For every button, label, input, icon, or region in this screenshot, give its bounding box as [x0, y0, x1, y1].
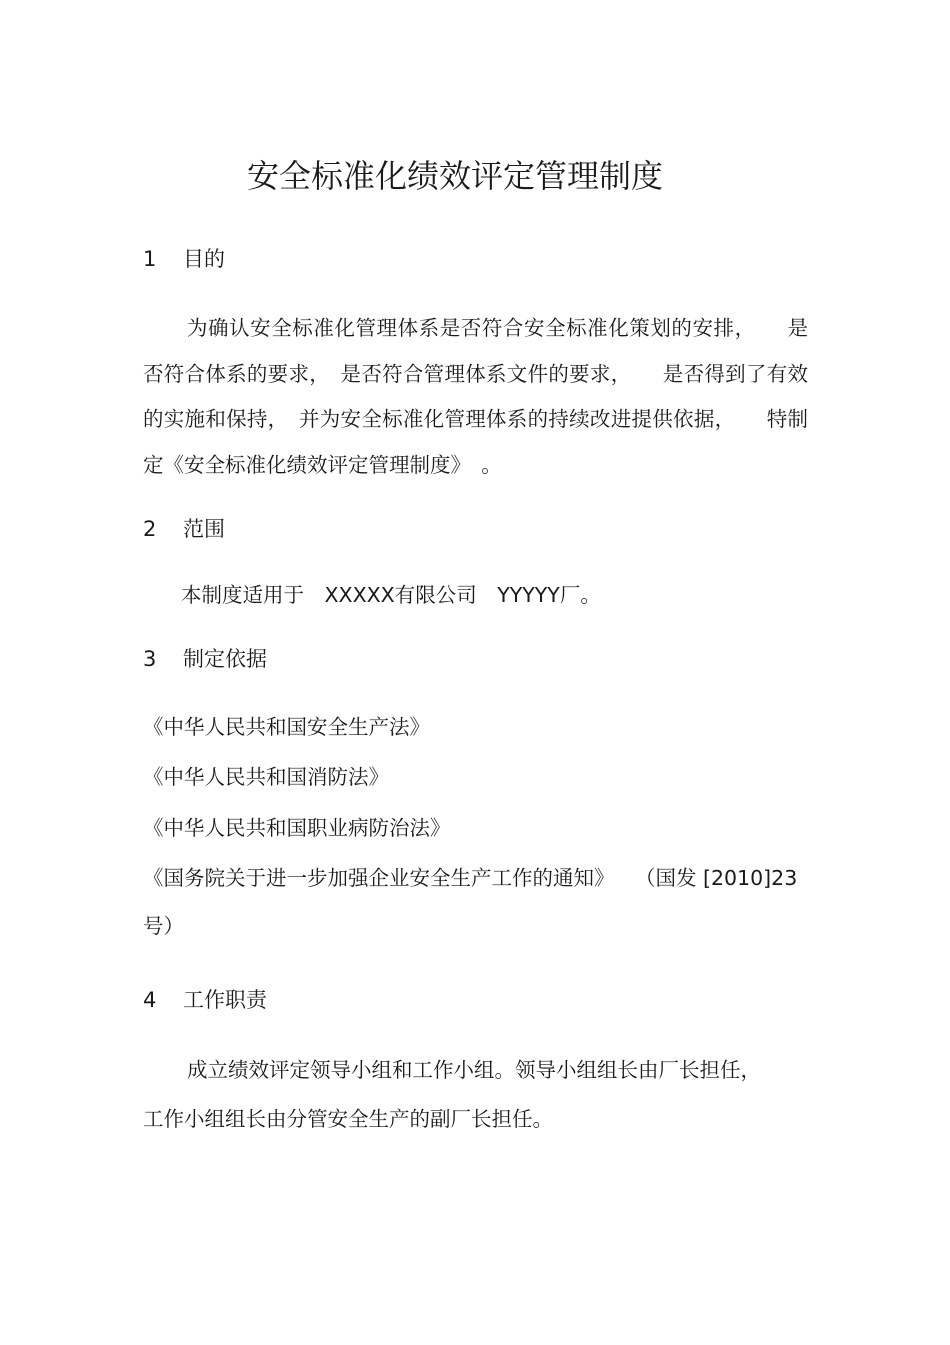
section-4-body-line: 工作小组组长由分管安全生产的副厂长担任。	[143, 1107, 553, 1131]
section-number: 4	[143, 988, 157, 1012]
section-title: 范围	[183, 517, 225, 541]
section-1-heading	[143, 244, 225, 274]
section-number: 2	[143, 517, 157, 541]
section-4-body-line: 成立绩效评定领导小组和工作小组。领导小组组长由厂长担任，	[187, 1058, 761, 1082]
law-item: 《国务院关于进一步加强企业安全生产工作的通知》 （国发 [2010]23	[143, 866, 798, 890]
section-title: 工作职责	[183, 988, 267, 1012]
section-number: 3	[143, 647, 157, 671]
law-item: 《中华人民共和国消防法》	[143, 765, 389, 789]
law-item-continuation: 号）	[143, 914, 184, 938]
law-item: 《中华人民共和国职业病防治法》	[143, 816, 451, 840]
section-title: 目的	[183, 247, 225, 271]
document-title: 安全标准化绩效评定管理制度	[246, 157, 663, 195]
section-2-body: 本制度适用于 XXXXX有限公司 YYYYY厂。	[181, 583, 601, 607]
section-title: 制定依据	[183, 647, 267, 671]
section-4-heading	[143, 985, 267, 1015]
section-1-body: 为确认安全标准化管理体系是否符合安全标准化策划的安排， 是否符合体系的要求， 是否符合管理体系文件的要求， 是否得到了有效的实施和保持， 并为安全标准化管理体系的持续改进提供依据， 特制定《安全标准化绩效评定管理制度》 。	[143, 316, 808, 477]
section-number: 1	[143, 247, 157, 271]
law-item: 《中华人民共和国安全生产法》	[143, 715, 430, 739]
section-3-heading	[143, 644, 267, 674]
section-2-heading	[143, 514, 225, 544]
